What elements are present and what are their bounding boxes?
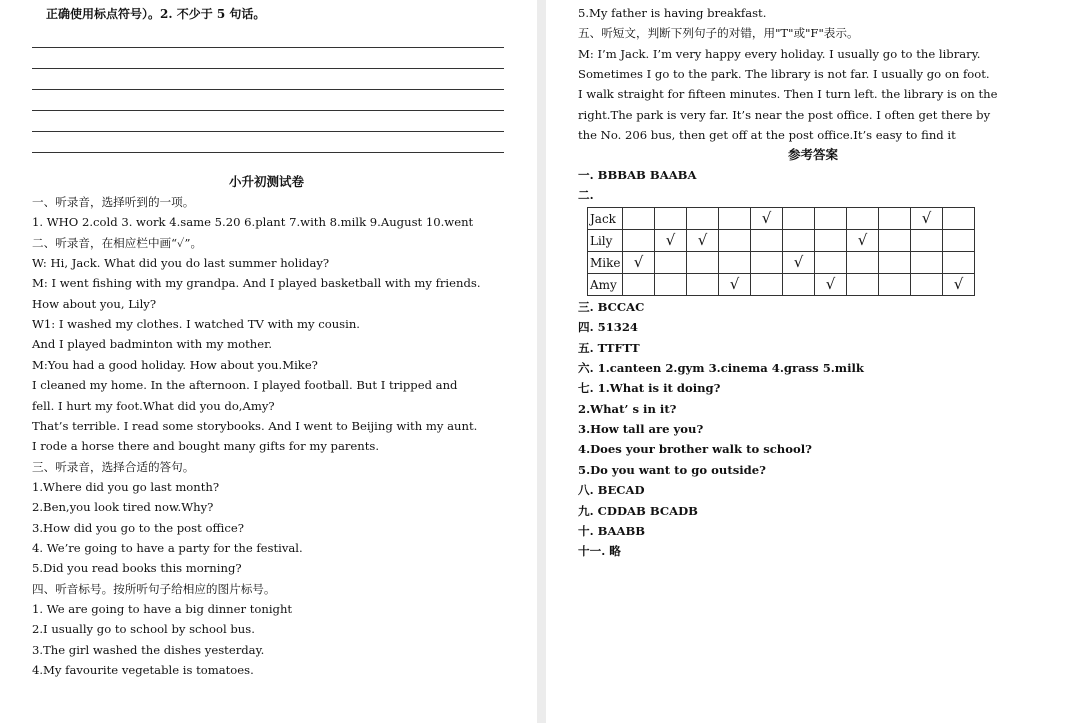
table-cell: [751, 208, 783, 230]
table-cell: [879, 208, 911, 230]
table-cell: [655, 252, 687, 274]
table-cell: [911, 230, 943, 252]
table-cell: [719, 230, 751, 252]
table-row: [588, 208, 975, 230]
text-line: 五、听短文，判断下列句子的对错，用"T"或"F"表示。: [578, 26, 859, 41]
table-cell: [847, 252, 879, 274]
table-cell: [719, 208, 751, 230]
table-cell: [879, 274, 911, 296]
text-line: 2.What’ s in it?: [578, 401, 677, 416]
student-name: Amy: [588, 274, 623, 296]
check-mark: √: [697, 231, 708, 249]
text-line: 1.Where did you go last month?: [32, 479, 220, 494]
table-cell: [847, 230, 879, 252]
check-mark: √: [761, 209, 772, 227]
text-line: 2.Ben,you look tired now.Why?: [32, 500, 214, 515]
text-line: 1. We are going to have a big dinner tonight: [32, 602, 293, 616]
text-line: 十. BAABB: [578, 523, 646, 538]
text-line: That’s terrible. I read some storybooks. And I went to Beijing with my aunt.: [32, 418, 478, 433]
text-line: 十一. 略: [578, 544, 621, 559]
writing-requirement: 正确使用标点符号）。2. 不少于 5 句话。: [46, 7, 266, 21]
text-line: I walk straight for fifteen minutes. Then I turn left. the library is on the: [578, 87, 998, 102]
text-line: 2.I usually go to school by school bus.: [32, 622, 255, 637]
table-cell: [655, 208, 687, 230]
text-line: 九. CDDAB BCADB: [578, 503, 698, 518]
text-line: the No. 206 bus, then get off at the post office.It’s easy to find it: [578, 127, 956, 142]
answer-line: [32, 110, 504, 111]
answer-line: [32, 152, 504, 153]
table-cell: [687, 208, 719, 230]
answer-line: [32, 68, 504, 69]
text-line: How about you, Lily?: [32, 296, 157, 311]
text-line: 二.: [578, 188, 594, 203]
table-cell: [879, 230, 911, 252]
table-cell: [879, 252, 911, 274]
table-cell: [623, 252, 655, 274]
check-mark: √: [953, 275, 964, 293]
text-line: 五. TTFTT: [578, 340, 640, 355]
table-cell: [943, 230, 975, 252]
table-cell: [783, 274, 815, 296]
text-line: I rode a horse there and bought many gifts for my parents.: [32, 439, 380, 454]
table-cell: [655, 274, 687, 296]
text-line: 七. 1.What is it doing?: [578, 381, 721, 396]
table-cell: [719, 274, 751, 296]
table-cell: [815, 208, 847, 230]
check-mark: √: [665, 231, 676, 249]
table-cell: [943, 274, 975, 296]
text-line: 3.How tall are you?: [578, 422, 704, 437]
table-cell: [943, 252, 975, 274]
check-mark: √: [633, 253, 644, 271]
table-cell: [815, 274, 847, 296]
table-cell: [687, 230, 719, 252]
text-line: 4. We’re going to have a party for the festival.: [32, 540, 303, 555]
table-cell: [687, 252, 719, 274]
table-cell: [815, 252, 847, 274]
answer-line: [32, 89, 504, 90]
table-cell: [911, 252, 943, 274]
table-cell: [719, 252, 751, 274]
student-name: Mike: [588, 252, 623, 274]
text-line: 一. BBBAB BAABA: [578, 168, 697, 182]
text-line: 二、听录音，在相应栏中画“✓”。: [32, 235, 203, 250]
text-line: fell. I hurt my foot.What did you do,Amy?: [32, 398, 275, 413]
answer-table: [587, 207, 975, 296]
text-line: W: Hi, Jack. What did you do last summer holiday?: [32, 256, 330, 271]
table-cell: [783, 230, 815, 252]
table-cell: [751, 252, 783, 274]
check-mark: √: [825, 275, 836, 293]
table-row: [588, 274, 975, 296]
text-line: W1: I washed my clothes. I watched TV with my cousin.: [32, 317, 360, 332]
text-line: M: I went fishing with my grandpa. And I played basketball with my friends.: [32, 276, 481, 291]
table-cell: [911, 208, 943, 230]
text-line: 4.My favourite vegetable is tomatoes.: [32, 663, 254, 678]
table-cell: [687, 274, 719, 296]
text-line: 一、听录音，选择听到的一项。: [32, 195, 195, 209]
text-line: And I played badminton with my mother.: [32, 337, 273, 352]
student-name: Lily: [588, 230, 623, 252]
text-line: right.The park is very far. It’s near the post office. I often get there by: [578, 107, 991, 122]
text-line: 5.Did you read books this morning?: [32, 561, 242, 576]
table-cell: [751, 274, 783, 296]
text-line: 4.Does your brother walk to school?: [578, 442, 812, 457]
table-cell: [847, 208, 879, 230]
text-line: 3.How did you go to the post office?: [32, 520, 244, 535]
table-cell: [655, 230, 687, 252]
table-cell: [783, 252, 815, 274]
text-line: 六. 1.canteen 2.gym 3.cinema 4.grass 5.milk: [578, 361, 864, 376]
text-line: 三、听录音，选择合适的答句。: [32, 459, 195, 474]
text-line: 3.The girl washed the dishes yesterday.: [32, 642, 265, 657]
text-line: 三. BCCAC: [578, 300, 645, 314]
text-line: M: I’m Jack. I’m very happy every holiday. I usually go to the library.: [578, 46, 981, 61]
text-line: 1. WHO 2.cold 3. work 4.same 5.20 6.plant 7.with 8.milk 9.August 10.went: [32, 215, 474, 230]
table-cell: [847, 274, 879, 296]
table-row: [588, 252, 975, 274]
text-line: M:You had a good holiday. How about you.Mike?: [32, 357, 318, 372]
student-name: Jack: [588, 208, 623, 230]
table-cell: [911, 274, 943, 296]
text-line: 四、听音标号。按所听句子给相应的图片标号。: [32, 581, 276, 596]
text-line: 八. BECAD: [578, 483, 645, 498]
text-line: Sometimes I go to the park. The library is not far. I usually go on foot.: [578, 66, 990, 81]
table-cell: [623, 208, 655, 230]
table-cell: [623, 230, 655, 252]
table-cell: [815, 230, 847, 252]
check-mark: √: [793, 253, 804, 271]
text-line: I cleaned my home. In the afternoon. I played football. But I tripped and: [32, 378, 458, 393]
page-title: 小升初测试卷: [229, 174, 305, 189]
answer-line: [32, 47, 504, 48]
answer-key-title: 参考答案: [788, 147, 839, 162]
text-line: 5.My father is having breakfast.: [578, 6, 767, 20]
table-row: [588, 230, 975, 252]
check-mark: √: [857, 231, 868, 249]
text-line: 四. 51324: [578, 320, 639, 335]
text-line: 5.Do you want to go outside?: [578, 462, 766, 477]
check-mark: √: [729, 275, 740, 293]
answer-line: [32, 131, 504, 132]
table-cell: [623, 274, 655, 296]
check-mark: √: [921, 209, 932, 227]
table-cell: [943, 208, 975, 230]
table-cell: [783, 208, 815, 230]
table-cell: [751, 230, 783, 252]
